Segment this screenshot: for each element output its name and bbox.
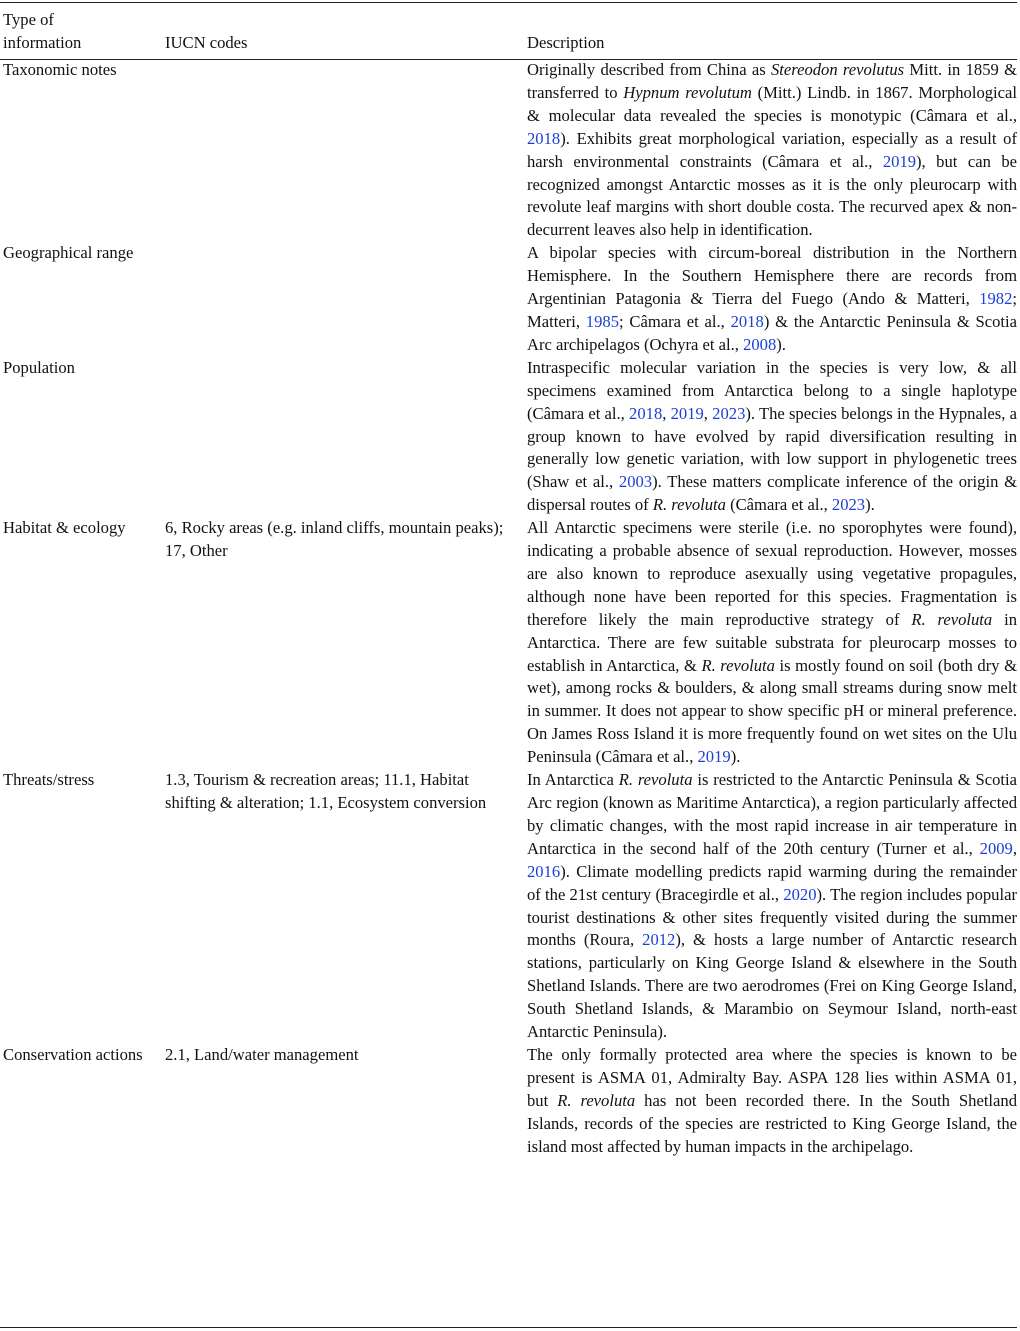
description-text: (Mitt.) Lindb. in 1867. Morphological & molecular data revealed the species is monotypic (Câmara et al., xyxy=(527,82,1017,125)
table-header-row xyxy=(3,9,1017,55)
description-text: ). Exhibits great morphological variation, especially as a result of harsh environmental constraints (Câmara et al., xyxy=(527,128,1017,171)
species-name-italic: R. revoluta xyxy=(652,495,726,515)
citation-year-link[interactable]: 2012 xyxy=(642,930,676,950)
citation-year-link[interactable]: 2018 xyxy=(730,311,764,331)
table-row xyxy=(3,1044,1017,1159)
description-text: ), & hosts a large number of Antarctic research stations, particularly on King George Island & elsewhere in the South Shetland Islands. There are two aerodromes (Frei on King George Island, South Shetland Islands, & Marambio on Seymour Island, north-east Antarctic Peninsula). xyxy=(527,930,1018,1042)
species-name-italic: R. revoluta xyxy=(911,609,993,629)
description-text: , xyxy=(703,403,713,423)
citation-year-link[interactable]: 2018 xyxy=(629,403,663,423)
description-text: ), but can be recognized amongst Antarctic mosses as it is the only pleurocarp with revolute leaf margins with short double costa. The recurved apex & non-decurrent leaves also help in identification. xyxy=(527,151,1017,240)
description-text: is mostly found on soil (both dry & wet), among rocks & boulders, & along small streams during snow melt in summer. It does not appear to show specific pH or mineral preference. On James Ross Island it is more frequently found on wet sites on the Ulu Peninsula (Câmara et al., xyxy=(527,655,1017,767)
description-text: Intraspecific molecular variation in the species is very low, & all specimens examined from Antarctica belong to a single haplotype (Câmara et al., xyxy=(527,357,1017,423)
description-text: is restricted to the Antarctic Peninsula & Scotia Arc region (known as Maritime Antarctica), a region particularly affected by climatic changes, with the most rapid increase in air temperature in Antarctica in the second half of the 20th century (Turner et al., xyxy=(527,770,1017,858)
citation-year-link[interactable]: 2020 xyxy=(783,884,817,904)
table-row xyxy=(3,357,1017,517)
citation-year-link[interactable]: 1985 xyxy=(585,311,619,331)
citation-year-link[interactable]: 2003 xyxy=(618,472,653,492)
row-description xyxy=(527,242,1017,357)
description-text: ). The species belongs in the Hypnales, a group known to have evolved by rapid diversification resulting in generally low genetic variation, with low support in phylogenetic trees (Shaw et al., xyxy=(527,403,1017,492)
row-iucn-codes: 1.3, Tourism & recreation areas; 11.1, Habitat shifting & alteration; 1.1, Ecosystem conversion xyxy=(165,770,487,812)
citation-year-link[interactable]: 2023 xyxy=(712,403,746,423)
description-text: Originally described from China as xyxy=(527,60,771,79)
species-name-italic: Stereodon revolutus xyxy=(770,60,905,79)
row-iucn-codes: 6, Rocky areas (e.g. inland cliffs, mountain peaks); 17, Other xyxy=(165,518,504,561)
row-description xyxy=(527,59,1017,242)
row-type: Population xyxy=(3,357,75,377)
species-name-italic: R. revoluta xyxy=(701,655,775,675)
citation-year-link[interactable]: 2019 xyxy=(670,403,704,423)
table-row xyxy=(3,242,1017,357)
citation-year-link[interactable]: 2023 xyxy=(831,495,866,515)
row-type: Threats/stress xyxy=(3,770,95,790)
description-text: in Antarctica. There are few suitable substrata for pleurocarp mosses to establish in Antarctica, & xyxy=(527,609,1017,675)
species-name-italic: R. revoluta xyxy=(557,1090,636,1110)
citation-year-link[interactable]: 2019 xyxy=(882,151,917,171)
header-type-of-information: Type of information xyxy=(3,10,82,53)
row-type: Habitat & ecology xyxy=(3,518,126,538)
species-information-table xyxy=(3,9,1017,1159)
description-text: ; Câmara et al., xyxy=(618,311,731,331)
description-text: ). Climate modelling predicts rapid warming during the remainder of the 21st century (Bracegirdle et al., xyxy=(527,861,1017,904)
table-row xyxy=(3,517,1017,769)
description-text: In Antarctica xyxy=(527,770,619,790)
description-text: A bipolar species with circum-boreal distribution in the Northern Hemisphere. In the Southern Hemisphere there are records from Argentinian Patagonia & Tierra del Fuego (Ando & Matteri, xyxy=(527,243,1017,309)
description-text: ). These matters complicate inference of the origin & dispersal routes of xyxy=(527,472,1018,515)
header-iucn-codes: IUCN codes xyxy=(165,33,248,53)
description-text: Mitt. in 1859 & transferred to xyxy=(527,60,1017,102)
citation-year-link[interactable]: 2019 xyxy=(697,747,731,767)
description-text: All Antarctic specimens were sterile (i.e. no sporophytes were found), indicating a probable absence of sexual reproduction. However, mosses are also known to reproduce asexually using vegetative propagules, although none have been reported for this species. Fragmentation is therefore likely the main reproductive strategy of xyxy=(527,518,1017,629)
row-description xyxy=(527,1044,1017,1159)
table-row xyxy=(3,769,1017,1044)
description-text: , xyxy=(662,403,671,423)
row-description xyxy=(527,517,1017,769)
row-description xyxy=(527,769,1017,1044)
species-name-italic: R. revoluta xyxy=(618,770,693,790)
species-name-italic: Hypnum revolutum xyxy=(623,82,752,102)
row-type: Geographical range xyxy=(3,243,134,263)
description-text: (Câmara et al., xyxy=(725,495,832,515)
table-bottom-rule xyxy=(0,1327,1017,1328)
description-text: has not been recorded there. In the South Shetland Islands, records of the species are restricted to King George Island, the island most affected by human impacts in the archipelago. xyxy=(527,1090,1017,1156)
row-iucn-codes: 2.1, Land/water management xyxy=(165,1044,359,1064)
table-body xyxy=(3,55,1017,1159)
row-type: Conservation actions xyxy=(3,1044,143,1064)
description-text: ). xyxy=(776,334,786,354)
table-row xyxy=(3,59,1017,242)
description-text: The only formally protected area where the species is known to be present is ASMA 01, Admiralty Bay. ASPA 128 lies within ASMA 01, but xyxy=(527,1044,1017,1110)
row-iucn-codes xyxy=(165,357,527,517)
header-description: Description xyxy=(527,33,605,53)
row-type: Taxonomic notes xyxy=(3,60,117,79)
description-text: , xyxy=(1012,838,1017,858)
row-description xyxy=(527,357,1017,517)
description-text: ; Matteri, xyxy=(527,289,1017,331)
citation-year-link[interactable]: 2008 xyxy=(743,334,777,354)
citation-year-link[interactable]: 1982 xyxy=(979,289,1013,309)
row-iucn-codes xyxy=(165,59,527,242)
row-iucn-codes xyxy=(165,242,527,357)
description-text: ) & the Antarctic Peninsula & Scotia Arc archipelagos (Ochyra et al., xyxy=(527,311,1018,354)
citation-year-link[interactable]: 2016 xyxy=(527,861,561,881)
citation-year-link[interactable]: 2009 xyxy=(979,838,1013,858)
description-text: ). The region includes popular tourist destinations & other sites frequently visited during the summer months (Roura, xyxy=(527,884,1017,950)
description-text: ). xyxy=(730,747,741,767)
citation-year-link[interactable]: 2018 xyxy=(527,128,561,148)
description-text: ). xyxy=(865,495,875,515)
table-top-rule xyxy=(0,2,1017,3)
